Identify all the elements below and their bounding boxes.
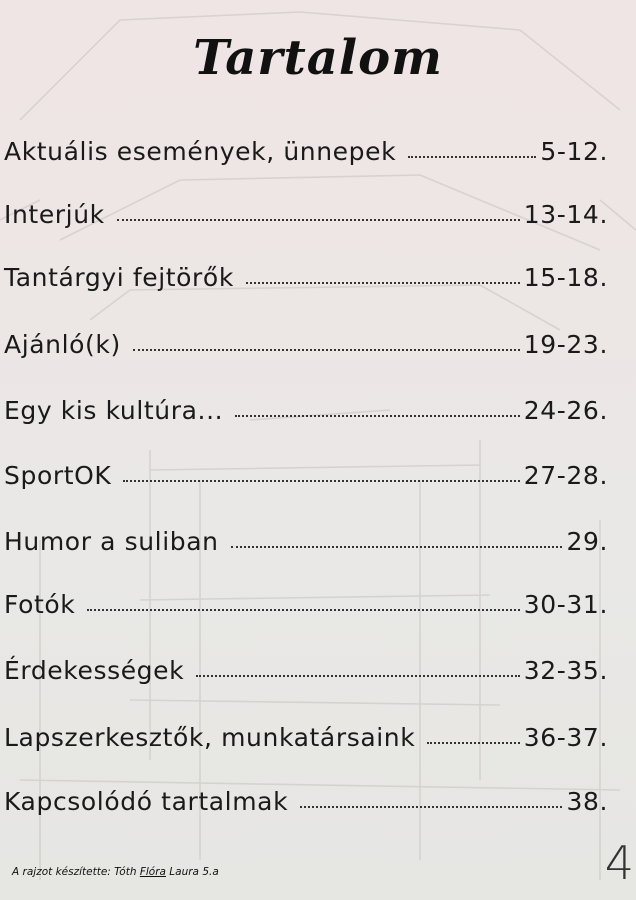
illustration-credit	[12, 866, 219, 878]
credit-suffix: Laura 5.a	[165, 866, 219, 878]
dot-leader	[196, 669, 520, 677]
toc-row-erdekessegek[interactable]	[4, 656, 608, 696]
dot-leader	[117, 213, 520, 221]
credit-underlined-name: Flóra	[139, 866, 166, 878]
toc-label: Érdekességek	[4, 656, 185, 685]
toc-pages: 29.	[566, 527, 608, 556]
toc-pages: 19-23.	[523, 330, 608, 359]
toc-pages: 36-37.	[523, 723, 608, 752]
toc-label: Aktuális események, ünnepek	[4, 137, 397, 166]
dot-leader	[246, 276, 520, 284]
toc-row-aktualis[interactable]	[4, 137, 608, 177]
toc-row-lapszerkesztok[interactable]	[4, 723, 608, 763]
toc-row-tantargyi[interactable]	[4, 263, 608, 303]
toc-label: SportOK	[4, 461, 112, 490]
toc-pages: 27-28.	[523, 461, 608, 490]
toc-label: Lapszerkesztők, munkatársaink	[4, 723, 416, 752]
toc-label: Kapcsolódó tartalmak	[4, 787, 289, 816]
dot-leader	[235, 409, 520, 417]
toc-row-interjuk[interactable]	[4, 200, 608, 240]
toc-row-kultura[interactable]	[4, 396, 608, 436]
toc-row-fotok[interactable]	[4, 590, 608, 630]
toc-pages: 30-31.	[523, 590, 608, 619]
toc-pages: 15-18.	[523, 263, 608, 292]
dot-leader	[231, 540, 563, 548]
toc-label: Ajánló(k)	[4, 330, 121, 359]
toc-label: Fotók	[4, 590, 76, 619]
toc-row-kapcsolodo[interactable]	[4, 787, 608, 827]
toc-row-humor[interactable]	[4, 527, 608, 567]
dot-leader	[133, 343, 520, 351]
toc-label: Tantárgyi fejtörők	[4, 263, 234, 292]
credit-prefix: A rajzot készítette: Tóth	[12, 866, 140, 878]
toc-label: Egy kis kultúra...	[4, 396, 224, 425]
dot-leader	[427, 736, 519, 744]
dot-leader	[408, 150, 536, 158]
toc-pages: 38.	[566, 787, 608, 816]
toc-pages: 5-12.	[540, 137, 608, 166]
toc-pages: 24-26.	[523, 396, 608, 425]
page-number: 4	[604, 836, 634, 890]
page-title: Tartalom	[193, 30, 443, 86]
toc-label: Interjúk	[4, 200, 105, 229]
toc-row-sport[interactable]	[4, 461, 608, 501]
dot-leader	[87, 603, 519, 611]
toc-label: Humor a suliban	[4, 527, 219, 556]
dot-leader	[123, 474, 519, 482]
toc-pages: 13-14.	[523, 200, 608, 229]
dot-leader	[300, 800, 562, 808]
toc-pages: 32-35.	[523, 656, 608, 685]
toc-row-ajanlo[interactable]	[4, 330, 608, 370]
